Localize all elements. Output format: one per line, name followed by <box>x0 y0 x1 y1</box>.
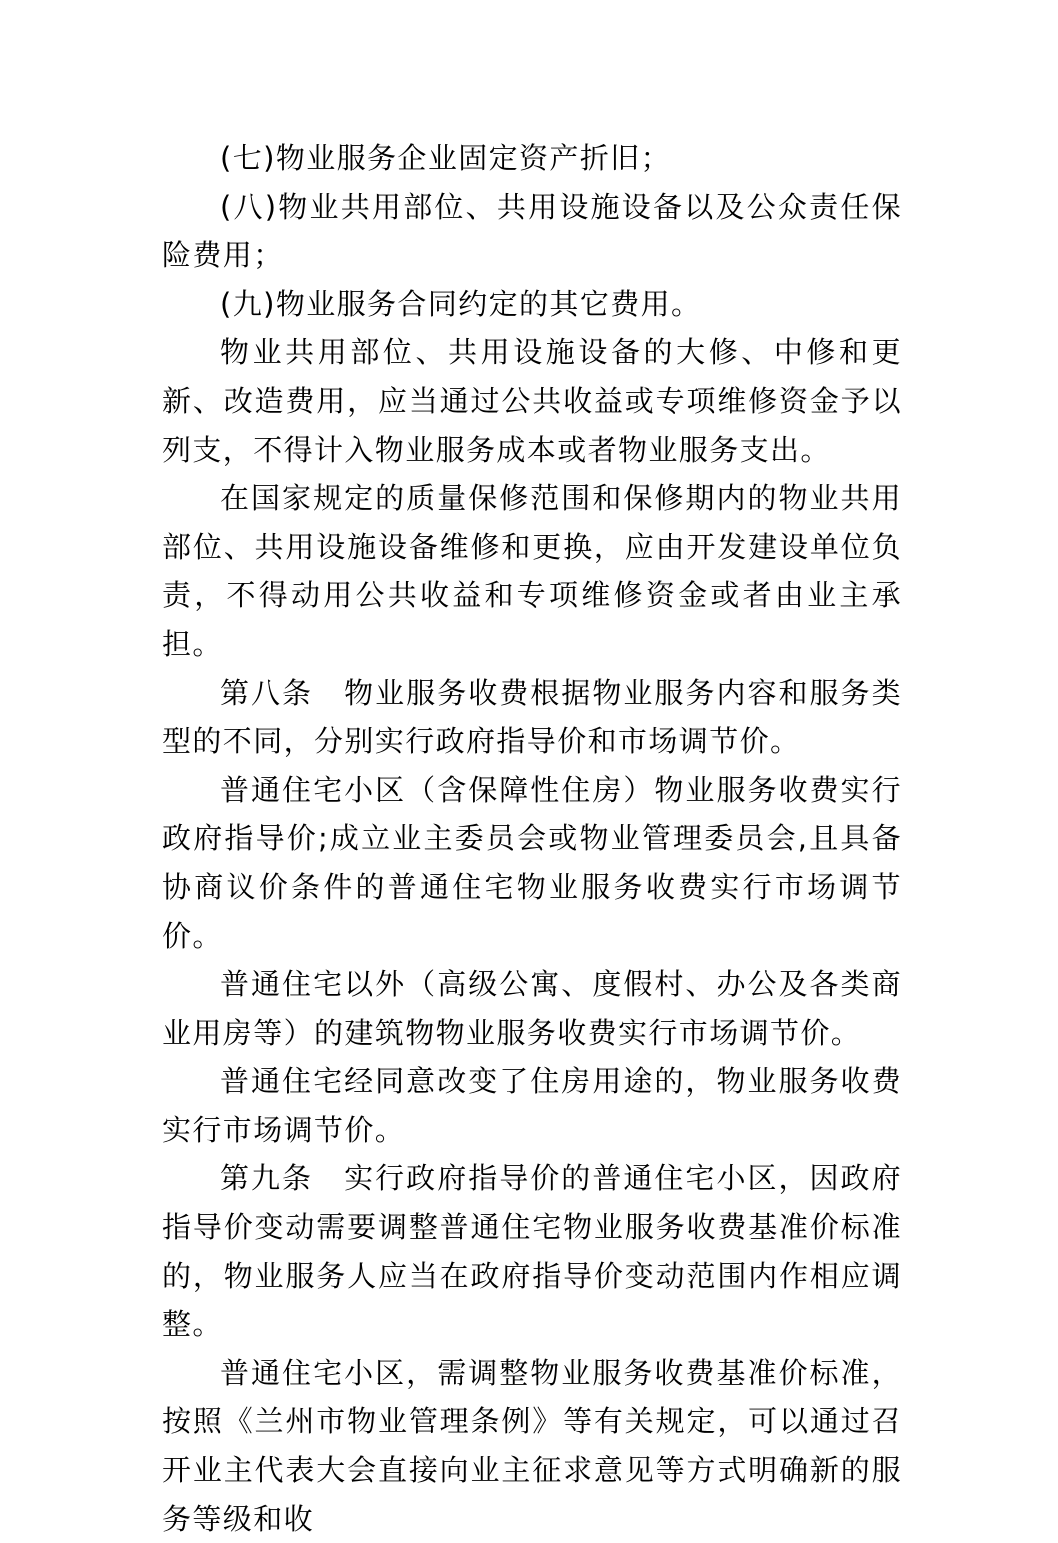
paragraph: (七)物业服务企业固定资产折旧； <box>220 141 672 175</box>
paragraph: 普通住宅经同意改变了住房用途的，物业服务收费实行市场调节价。 <box>162 1064 902 1147</box>
document-body <box>162 134 902 1543</box>
paragraph: 普通住宅小区（含保障性住房）物业服务收费实行政府指导价;成立业主委员会或物业管理委员会,且具备协商议价条件的普通住宅物业服务收费实行市场调节价。 <box>162 772 902 953</box>
paragraph: 第九条 实行政府指导价的普通住宅小区，因政府指导价变动需要调整普通住宅物业服务收费基准价标准的，物业服务人应当在政府指导价变动范围内作相应调整。 <box>162 1161 902 1342</box>
paragraph: 第八条 物业服务收费根据物业服务内容和服务类型的不同，分别实行政府指导价和市场调节价。 <box>162 675 902 759</box>
paragraph: (八)物业共用部位、共用设施设备以及公众责任保险费用； <box>162 189 902 273</box>
paragraph: 普通住宅小区，需调整物业服务收费基准价标准，按照《兰州市物业管理条例》等有关规定，可以通过召开业主代表大会直接向业主征求意见等方式明确新的服务等级和收 <box>162 1355 902 1536</box>
paragraph: (九)物业服务合同约定的其它费用。 <box>220 286 702 321</box>
paragraph: 在国家规定的质量保修范围和保修期内的物业共用部位、共用设施设备维修和更换，应由开发建设单位负责，不得动用公共收益和专项维修资金或者由业主承担。 <box>162 481 902 661</box>
paragraph: 普通住宅以外（高级公寓、度假村、办公及各类商业用房等）的建筑物物业服务收费实行市场调节价。 <box>162 967 902 1050</box>
paragraph: 物业共用部位、共用设施设备的大修、中修和更新、改造费用，应当通过公共收益或专项维修资金予以列支，不得计入物业服务成本或者物业服务支出。 <box>162 335 902 467</box>
